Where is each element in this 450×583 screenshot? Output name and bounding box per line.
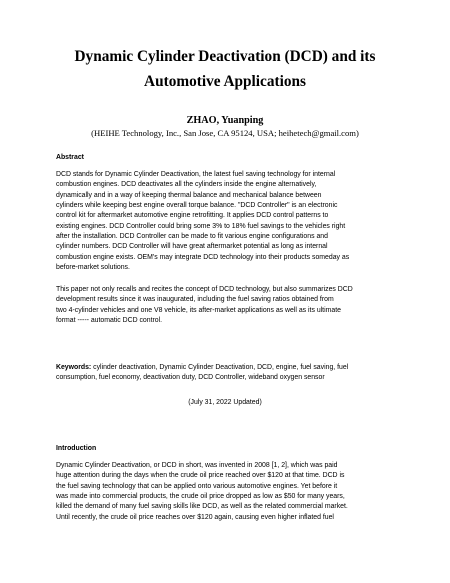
text-line: killed the demand of many fuel saving skills like DCD, as well as the related commercial market. <box>56 503 348 511</box>
text-line: two 4-cylinder vehicles and one V8 vehicle, its after-market applications as well as its ultimate <box>56 306 341 314</box>
text-line: combustion engines. DCD deactivates all the cylinders inside the engine alternatively, <box>56 181 317 189</box>
text-line: the fuel saving technology that can be applied onto various automotive engines. Yet before it <box>56 482 338 490</box>
text-line: Dynamic Cylinder Deactivation, or DCD in short, was invented in 2008 [1, 2], which was paid <box>56 462 338 469</box>
text-line: huge attention during the days when the crude oil price reached over $120 at that time. DCD is <box>56 472 345 480</box>
text-line: DCD stands for Dynamic Cylinder Deactivation, the latest fuel saving technology for internal <box>56 171 336 178</box>
author-affiliation: (HEIHE Technology, Inc., San Jose, CA 95124, USA; heihetech@gmail.com) <box>91 128 359 138</box>
paper-title <box>40 44 410 94</box>
text-line: Until recently, the crude oil price reaches over $120 again, causing even higher inflated fuel <box>56 513 334 521</box>
author-name: ZHAO, Yuanping <box>186 115 264 126</box>
keywords-block <box>56 363 396 384</box>
title-line: Dynamic Cylinder Deactivation (DCD) and its <box>74 48 376 65</box>
text-line: consumption, fuel economy, deactivation duty, DCD Controller, wideband oxygen sensor <box>56 374 325 382</box>
text-line: cylinder numbers. DCD Controller will have great aftermarket potential as long as internal <box>56 243 328 251</box>
text-line: control kit for aftermarket automotive engine retrofitting. It applies DCD control patterns to <box>56 212 329 220</box>
text-line: existing engines. DCD Controller could bring some 3% to 18% fuel savings to the vehicles right <box>56 222 346 230</box>
text-line <box>56 363 396 373</box>
text-line: format ----- automatic DCD control. <box>56 317 163 325</box>
text-line: before-market solutions. <box>56 264 130 272</box>
text-line: combustion engine exists. OEM's may integrate DCD technology into their products someday as <box>56 253 350 261</box>
updated-date: (July 31, 2022 Updated) <box>188 399 262 406</box>
abstract-heading: Abstract <box>56 154 84 161</box>
text-line: was made into commercial products, the crude oil price dropped as low as $50 for many years, <box>56 493 345 501</box>
text-line: dynamically and in a way of keeping thermal balance and mechanical balance between <box>56 191 322 199</box>
text-line: development results since it was inaugurated, including the fuel saving ratios obtained from <box>56 296 334 304</box>
keywords-text: cylinder deactivation, Dynamic Cylinder Deactivation, DCD, engine, fuel saving, fuel <box>91 364 349 371</box>
abstract-paragraph-1 <box>56 170 396 273</box>
introduction-heading: Introduction <box>56 445 97 452</box>
abstract-paragraph-2 <box>56 285 396 326</box>
introduction-paragraph <box>56 461 396 523</box>
text-line: cylinders while keeping best engine overall torque balance. "DCD Controller" is an electronic <box>56 202 338 210</box>
title-line: Automotive Applications <box>144 73 306 90</box>
keywords-label: Keywords: <box>56 364 92 371</box>
text-line: This paper not only recalls and recites the concept of DCD technology, but also summarizes DCD <box>56 286 353 293</box>
text-line: after the installation. DCD Controller can be made to fit various engine configurations and <box>56 233 328 241</box>
